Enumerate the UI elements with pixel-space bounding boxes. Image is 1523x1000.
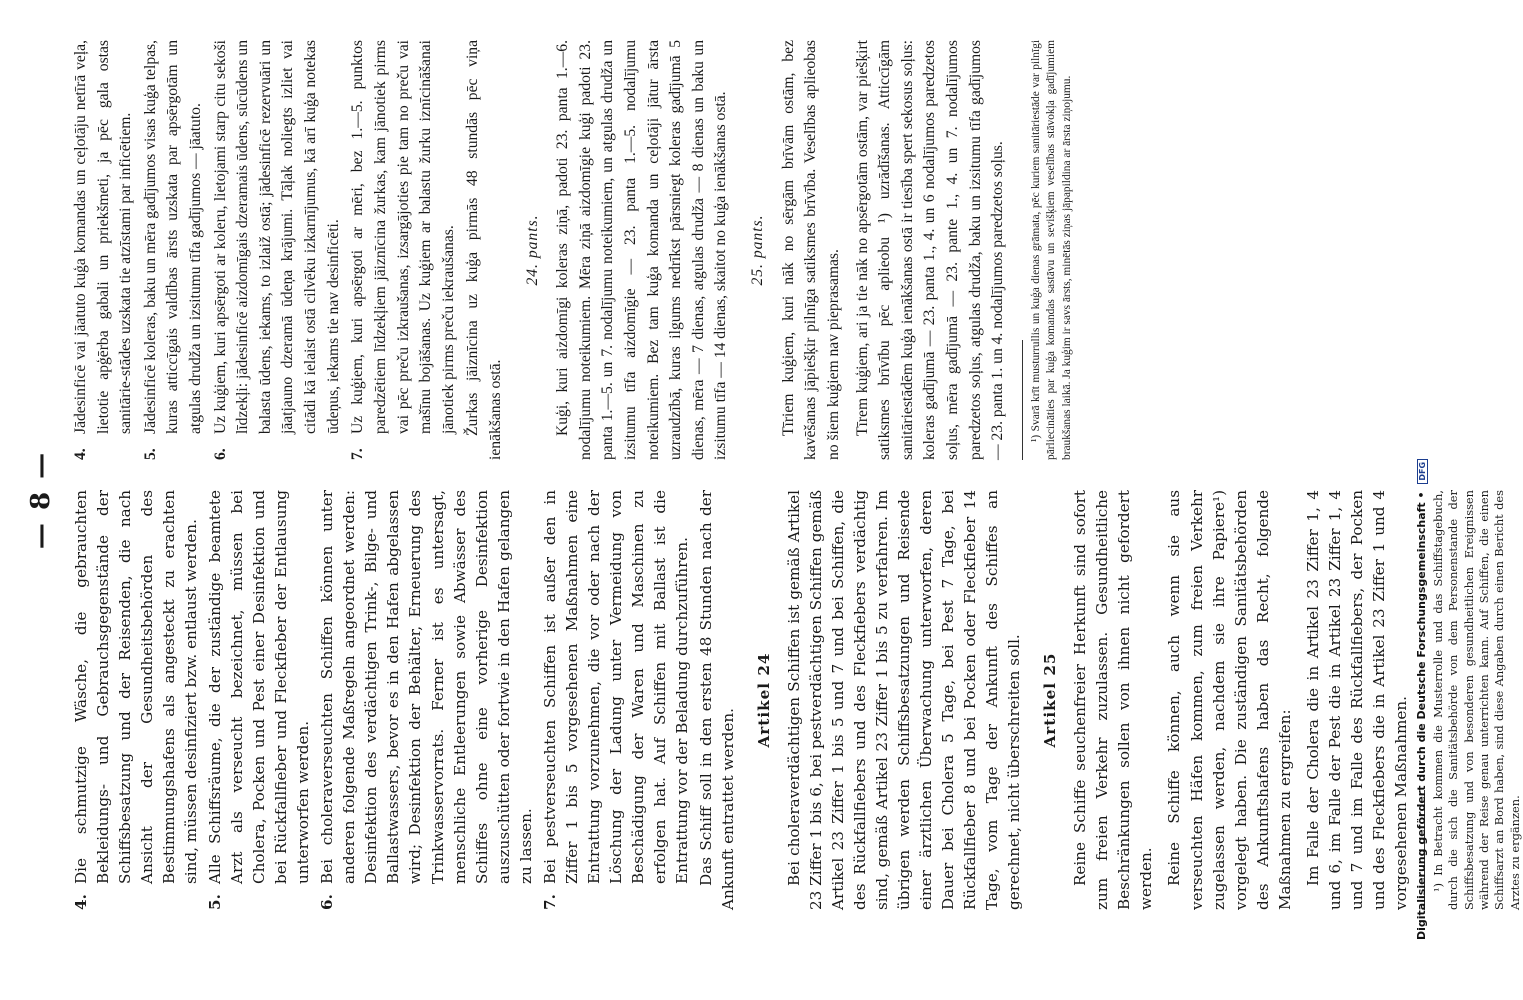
- item-number: 5.: [206, 894, 225, 910]
- article-25-heading: Artikel 25: [1041, 652, 1060, 748]
- page-number: — 8 —: [26, 450, 56, 550]
- footnote: ¹) In Betracht kommen die Musterrolle und das Schiffstagebuch, durch die sich die Sanitätsbehörde von dem Personenstande der Schiffsbesatzung und von besonderen gesundheitlichen Ereignissen während der Reise genau unterrichten kann. Auf Schiffen, die einen Schiffsarzt an Bord haben, sind diese Angaben durch einen Bericht des Arztes zu ergänzen.: [1430, 490, 1522, 910]
- item-number: 6.: [318, 894, 337, 910]
- item-number: 6.: [211, 448, 229, 460]
- article-25-paragraph: Tīriem kuģiem, kuri nāk no sērgām brīvām ostām, bez kavēšanas jāpiešķir pilnīga satiksmes brīvība. Veselības aplieobas no šiem kuģiem nav pieprasamas.: [779, 40, 842, 460]
- list-item: [539, 490, 693, 910]
- article-24-heading: Artikel 24: [754, 652, 773, 748]
- list-item: [70, 40, 138, 460]
- latvian-column: [70, 40, 1075, 460]
- list-item: [204, 490, 314, 910]
- item-number: 4.: [72, 448, 89, 460]
- item-number: 7.: [349, 448, 367, 460]
- article-25-paragraph: Tīrem kuģiem, ari ja tie nāk no apsērgotām ostām, var piešķirt satiksmes brīvību pēc aplieobu ¹) uzrādīšanas. Atticcīgām sanitāriestādēm kuģa ienākšanas ostā ir tiesība spert sekosus soļus: koleras gadījumā — 23. panta 1., 4. un 6 nodalījumos paredzetos soļus, mēra gadījumā — 23. pante 1., 4. un 7. nodalījumos paredzetos soļus, atgulas drudža, baku un izsitumu tīfa gadījumos — 23. panta 1. un 4. nodalījumos paredzetos soļus.: [853, 40, 1007, 460]
- article-25-heading: 25. pants.: [749, 214, 767, 286]
- list-item: [316, 490, 536, 910]
- list-item: [347, 40, 460, 460]
- item-text: Bei choleraverseuchten Schiffen können unter anderen folgende Maßregeln angeordnet werden: Desinfektion des verdächtigen Trink-, Bilge- und Ballastwassers, bevor es in den Hafen abgelassen wird; Desinfektion der Behälter, Erneuerung des Trinkwasservorrats. Ferner ist es untersagt, menschliche Entleerungen sowie Abwässer des Schiffes ohne eine vorherige Desinfektion auszuschütten oder fortwie in den Hafen gelangen zu lassen.: [318, 490, 535, 884]
- item-number: 5.: [141, 448, 159, 460]
- article-25-paragraph: Reine Schiffe können, auch wenn sie aus verseuchten Häfen kommen, zum freien Verkehr zugelassen werden, nachdem sie ihre Papiere¹) vorgelegt haben. Die zuständigen Sanitätsbehörden des Ankunftshafens haben das Recht, folgende Maßnahmen zu ergreifen:: [1165, 490, 1294, 910]
- article-24-heading: 24. pants.: [523, 214, 541, 286]
- dfg-logo: DFG: [1417, 459, 1428, 484]
- footnote: ¹) Svarā krīt musturrullis un kuģa dienas grāmata, pēc kuriem sanitāriestāde var pilnīgi pārliecināties par kuģa komandas sastāvu un sevišķiem veselības stāvokļa gadījumiem braukšanas laikā. Ja kuģim ir savs ārsts, minētās ziņas jāpapildina ar ārsta ziņojumu.: [1029, 40, 1073, 460]
- item-text: Jādesinficē vai jāatutо kuģa komandas un ceļotāju netīrā veļa, lietotie apģērba gabali un priekšmeti, ja pēc gala ostas sanitārie-stādes uzskata tie atzīstami par inficētiem.: [72, 40, 135, 434]
- item-number: 7.: [540, 894, 559, 910]
- german-column: [70, 490, 1523, 910]
- digitization-credit: [1415, 459, 1428, 940]
- item-7-continuation: Žurkas jāiznīcina uz kuģa pirmās 48 stundās pēc viņa ienākšanas ostā.: [464, 40, 504, 460]
- item-text: Jādesinficē koleras, baku un mēra gadījumos visas kuģa telpas, kuras atticcīgais valdības ārsts uzskata par apsērgotām un atgulas drudža un izsitumu tīfa gadījumos — jāatutо.: [141, 40, 205, 434]
- list-item: [70, 490, 202, 910]
- article-25-paragraph: Reine Schiffe seuchenfreier Herkunft sind sofort zum freien Verkehr zuzulassen. Gesundheitliche Beschränkungen sollen von ihnen nicht gefordert werden.: [1071, 490, 1156, 910]
- item-text: Alle Schiffsräume, die der zuständige beamtete Arzt als verseucht bezeichnet, müssen bei Cholera, Pocken und Pest einer Desinfektion und bei Rückfallfieber und Fleckfieber der Entlausung unterworfen werden.: [206, 490, 313, 884]
- footnote-divider: [1022, 340, 1023, 460]
- item-7-continuation: Das Schiff soll in den ersten 48 Stunden nach der Ankunft entrattet werden.: [696, 490, 737, 910]
- list-item: [210, 40, 346, 460]
- item-text: Uz kuģiem, kuri apsērgoti ar koleru, lietojami starp citu sekoši līdzekļi: jādesinficē aizdomīgais dzeramais ūdens, sūcūdens un balasta ūdens, iekams, to izlaiž ostā; jādesinficē rezervuāri un jāatjauno dzeramā ūdeņa krājumi. Tāļak noliegts izliet vai citādi kā ielaist ostā cilvēku izkarnījumus, kā arī kuģa notekas ūdeņus, iekams tie nav desinficēti.: [211, 40, 342, 434]
- article-24-text: Bei choleraverdächtigen Schiffen ist gemäß Artikel 23 Ziffer 1 bis 6, bei pestverdächtigen Schiffen gemäß Artikel 23 Ziffer 1 bis 5 und 7 und bei Schiffen, die des Rückfallfiebers und des Fleckfiebers verdächtig sind, gemäß Artikel 23 Ziffer 1 bis 5 zu verfahren. Im übrigen werden Schiffsbesatzungen und Reisende einer ärztlichen Überwachung unterworfen, deren Dauer bei Cholera 5 Tage, bei Pest 7 Tage, bei Rückfallfieber 8 und bei Pocken oder Fleckfieber 14 Tage, vom Tage der Ankunft des Schiffes an gerechnet, nicht überschreiten soll.: [784, 490, 1024, 910]
- item-text: Uz kuģiem, kuri apsērgoti ar mēri, bez 1.—5. punktos paredzētiem līdzekļiem jāiznīcina žurkas, kam jānotiek pirms vai pēc preču izkraušanas, izsargājoties pie tam no preču vai mašīnu bojāšanas. Uz kuģiem ar balastu žurku iznīcināšanai jānotiek pirms preču iekraušanas.: [349, 40, 457, 434]
- item-text: Bei pestverseuchten Schiffen ist außer den in Ziffer 1 bis 5 vorgesehenen Maßnahmen eine Entrattung vorzunehmen, die vor oder nach der Löschung der Ladung unter Vermeidung von Beschädigung der Waren und Maschinen zu erfolgen hat. Auf Schiffen mit Ballast ist die Entrattung vor der Beladung durchzuführen.: [540, 490, 691, 884]
- item-text: Die schmutzige Wäsche, die gebrauchten Bekleidungs- und Gebrauchsgegenstände der Schiffsbesatzung und der Reisenden, die nach Ansicht der Gesundheitsbehörden des Bestimmungshafens als angesteckt zu erachten sind, müssen desinfiziert bzw. entlaust werden.: [72, 490, 201, 884]
- credit-text: Digitalisierung gefördert durch die Deutsche Forschungsgemeinschaft •: [1415, 491, 1428, 940]
- article-24-text: Kuģi, kuri aizdomīgi koleras ziņā, padoti 23. panta 1.—6. nodalījumu noteikumiem. Mēra ziņā aizdomīgie kuģi padoti 23. panta 1.—5. un 7. nodalījumu noteikumiem, un atgulas drudža un izsitumu tīfa aizdomīgie — 23. panta 1.—5. nodalījumu noteikumiem. Bez tam kuģa komanda un ceļotāji jātur ārsta uzraudzībā, kuras ilgums nedrīkst pārsniegt koleras gadījumā 5 dienas, mēra — 7 dienas, atgulas drudža — 8 dienas un baku un izsitumu tīfa — 14 dienas, skaitot no kuģa ienākšanas ostā.: [554, 40, 730, 460]
- item-number: 4.: [72, 894, 90, 910]
- article-25-paragraph: Im Falle der Cholera die in Artikel 23 Ziffer 1, 4 und 6, im Falle der Pest die in Artikel 23 Ziffer 1, 4 und 7 und im Falle des Rückfallfiebers, der Pocken und des Fleckfiebers die in Artikel 23 Ziffer 1 und 4 vorgesehenen Maßnahmen.: [1303, 490, 1410, 910]
- list-item: [140, 40, 208, 460]
